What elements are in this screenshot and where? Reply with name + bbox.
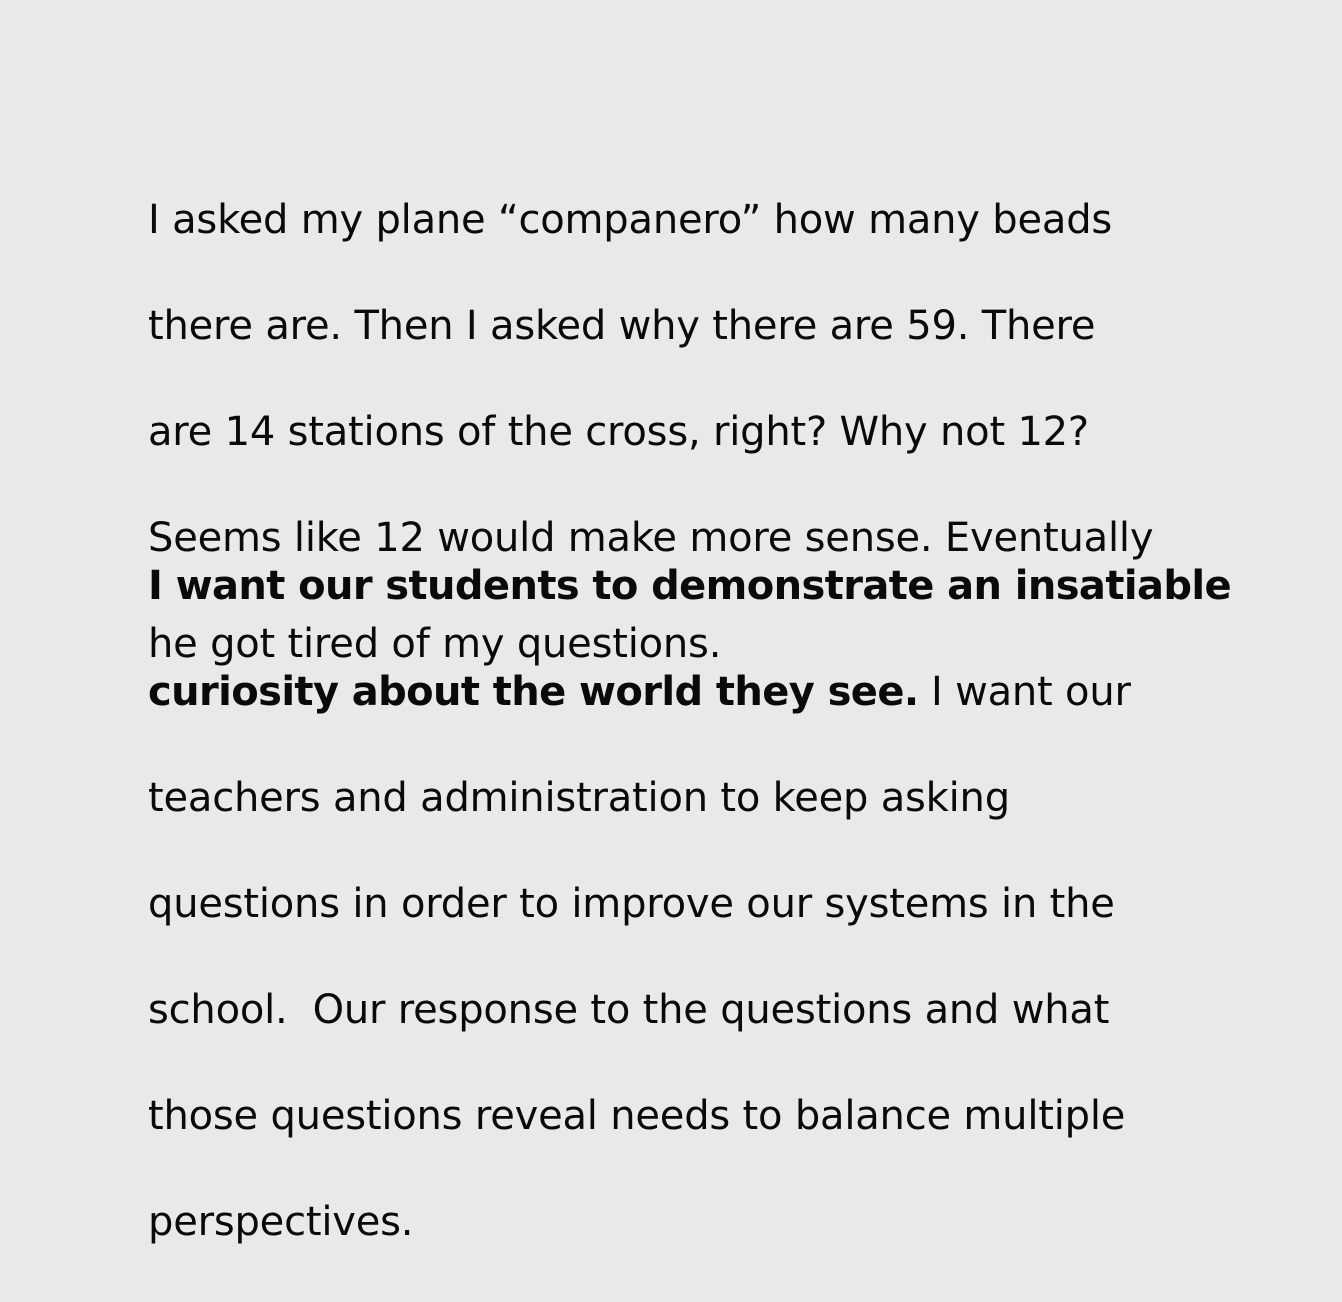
emphasis-text: curiosity about the world they see. xyxy=(148,669,919,715)
text-line: teachers and administration to keep asking xyxy=(148,775,1010,821)
text-line: I asked my plane “companero” how many beads xyxy=(148,197,1113,243)
text-line: there are. Then I asked why there are 59. There xyxy=(148,303,1096,349)
text-line: those questions reveal needs to balance multiple xyxy=(148,1093,1126,1139)
text-line: school. Our response to the questions and what xyxy=(148,987,1110,1033)
paragraph-curiosity-goal xyxy=(148,507,1268,1302)
text-line: are 14 stations of the cross, right? Why not 12? xyxy=(148,409,1089,455)
text-line: he got tired of my questions. xyxy=(148,621,722,667)
text-line: perspectives. xyxy=(148,1199,414,1245)
text-line: Seems like 12 would make more sense. Eventually xyxy=(148,515,1154,561)
emphasis-line: I want our students to demonstrate an insatiable xyxy=(148,563,1232,609)
text-fragment: I want our xyxy=(918,669,1131,715)
mixed-line xyxy=(148,666,1268,719)
text-line: questions in order to improve our systems in the xyxy=(148,881,1115,927)
